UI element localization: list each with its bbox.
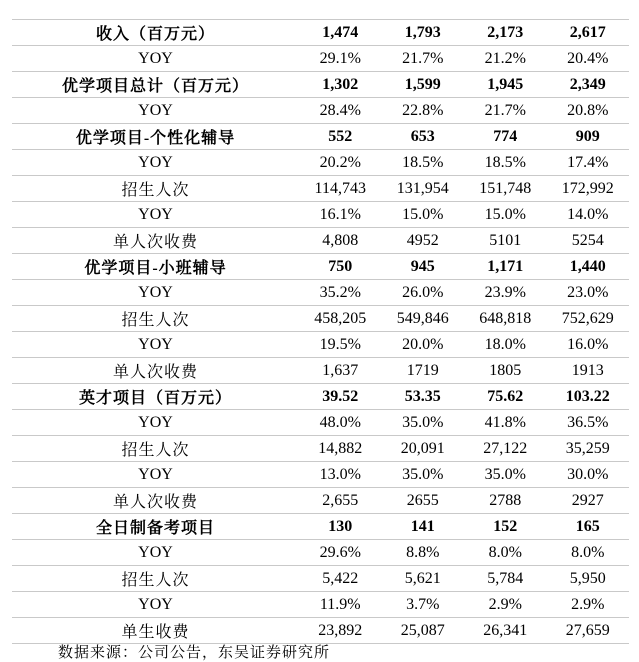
value-cell: 8.0%	[464, 540, 547, 566]
value-cell: 1,302	[299, 72, 382, 98]
value-cell: 1719	[382, 358, 465, 384]
value-cell: 552	[299, 124, 382, 150]
value-cell: 21.7%	[382, 46, 465, 72]
value-cell: 5,784	[464, 566, 547, 592]
value-cell: 14,882	[299, 436, 382, 462]
value-cell: 2,173	[464, 20, 547, 46]
row-label: 招生人次	[12, 306, 299, 332]
value-cell: 75.62	[464, 384, 547, 410]
table-row	[12, 150, 629, 176]
value-cell: 752,629	[547, 306, 630, 332]
value-cell: 8.8%	[382, 540, 465, 566]
value-cell: 20,091	[382, 436, 465, 462]
value-cell: 103.22	[547, 384, 630, 410]
value-cell: 20.8%	[547, 98, 630, 124]
table-row	[12, 488, 629, 514]
value-cell: 1,599	[382, 72, 465, 98]
row-label: 单人次收费	[12, 358, 299, 384]
value-cell: 774	[464, 124, 547, 150]
value-cell: 16.0%	[547, 332, 630, 358]
value-cell: 2.9%	[547, 592, 630, 618]
value-cell: 36.5%	[547, 410, 630, 436]
value-cell: 11.9%	[299, 592, 382, 618]
row-label: YOY	[12, 410, 299, 436]
row-label: 单人次收费	[12, 228, 299, 254]
table-row	[12, 384, 629, 410]
value-cell: 20.0%	[382, 332, 465, 358]
table-row	[12, 540, 629, 566]
value-cell: 35.0%	[464, 462, 547, 488]
value-cell: 2,655	[299, 488, 382, 514]
row-label: YOY	[12, 280, 299, 306]
table-row	[12, 176, 629, 202]
value-cell: 2788	[464, 488, 547, 514]
value-cell: 1,637	[299, 358, 382, 384]
row-label: 英才项目（百万元）	[12, 384, 299, 410]
value-cell: 5101	[464, 228, 547, 254]
value-cell: 39.52	[299, 384, 382, 410]
value-cell: 29.1%	[299, 46, 382, 72]
table-row	[12, 410, 629, 436]
value-cell: 648,818	[464, 306, 547, 332]
table-row	[12, 592, 629, 618]
value-cell: 22.8%	[382, 98, 465, 124]
value-cell: 35.0%	[382, 410, 465, 436]
row-label: YOY	[12, 462, 299, 488]
row-label: 优学项目-个性化辅导	[12, 124, 299, 150]
value-cell: 30.0%	[547, 462, 630, 488]
value-cell: 21.2%	[464, 46, 547, 72]
row-label: YOY	[12, 46, 299, 72]
value-cell: 14.0%	[547, 202, 630, 228]
row-label: 招生人次	[12, 176, 299, 202]
row-label: 全日制备考项目	[12, 514, 299, 540]
forecast-table-container	[12, 19, 629, 644]
row-label: 单生收费	[12, 618, 299, 644]
value-cell: 2927	[547, 488, 630, 514]
table-row	[12, 124, 629, 150]
value-cell: 48.0%	[299, 410, 382, 436]
value-cell: 19.5%	[299, 332, 382, 358]
value-cell: 750	[299, 254, 382, 280]
row-label: 招生人次	[12, 436, 299, 462]
value-cell: 653	[382, 124, 465, 150]
value-cell: 18.5%	[464, 150, 547, 176]
value-cell: 151,748	[464, 176, 547, 202]
value-cell: 1913	[547, 358, 630, 384]
table-row	[12, 332, 629, 358]
value-cell: 172,992	[547, 176, 630, 202]
value-cell: 2655	[382, 488, 465, 514]
value-cell: 15.0%	[464, 202, 547, 228]
value-cell: 41.8%	[464, 410, 547, 436]
value-cell: 131,954	[382, 176, 465, 202]
table-row	[12, 436, 629, 462]
value-cell: 13.0%	[299, 462, 382, 488]
row-label: YOY	[12, 98, 299, 124]
value-cell: 16.1%	[299, 202, 382, 228]
value-cell: 18.5%	[382, 150, 465, 176]
value-cell: 1,793	[382, 20, 465, 46]
value-cell: 2,617	[547, 20, 630, 46]
table-row	[12, 254, 629, 280]
row-label: YOY	[12, 592, 299, 618]
value-cell: 458,205	[299, 306, 382, 332]
table-row	[12, 566, 629, 592]
table-row	[12, 72, 629, 98]
table-row	[12, 98, 629, 124]
table-row	[12, 20, 629, 46]
value-cell: 4952	[382, 228, 465, 254]
value-cell: 26.0%	[382, 280, 465, 306]
value-cell: 1,171	[464, 254, 547, 280]
value-cell: 23,892	[299, 618, 382, 644]
value-cell: 35,259	[547, 436, 630, 462]
value-cell: 27,122	[464, 436, 547, 462]
value-cell: 23.9%	[464, 280, 547, 306]
value-cell: 2.9%	[464, 592, 547, 618]
value-cell: 53.35	[382, 384, 465, 410]
value-cell: 5,950	[547, 566, 630, 592]
value-cell: 945	[382, 254, 465, 280]
source-note: 数据来源：公司公告，东吴证券研究所	[58, 645, 331, 661]
row-label: YOY	[12, 332, 299, 358]
value-cell: 909	[547, 124, 630, 150]
table-body	[12, 20, 629, 644]
table-row	[12, 280, 629, 306]
value-cell: 5,621	[382, 566, 465, 592]
value-cell: 18.0%	[464, 332, 547, 358]
value-cell: 1,440	[547, 254, 630, 280]
value-cell: 25,087	[382, 618, 465, 644]
value-cell: 26,341	[464, 618, 547, 644]
table-row	[12, 462, 629, 488]
row-label: 收入（百万元）	[12, 20, 299, 46]
table-row	[12, 618, 629, 644]
value-cell: 549,846	[382, 306, 465, 332]
table-row	[12, 358, 629, 384]
value-cell: 141	[382, 514, 465, 540]
value-cell: 20.2%	[299, 150, 382, 176]
value-cell: 23.0%	[547, 280, 630, 306]
value-cell: 130	[299, 514, 382, 540]
value-cell: 35.2%	[299, 280, 382, 306]
value-cell: 27,659	[547, 618, 630, 644]
table-row	[12, 306, 629, 332]
value-cell: 5254	[547, 228, 630, 254]
value-cell: 15.0%	[382, 202, 465, 228]
value-cell: 17.4%	[547, 150, 630, 176]
value-cell: 114,743	[299, 176, 382, 202]
table-row	[12, 514, 629, 540]
row-label: 优学项目总计（百万元）	[12, 72, 299, 98]
table-row	[12, 46, 629, 72]
value-cell: 1805	[464, 358, 547, 384]
row-label: 优学项目-小班辅导	[12, 254, 299, 280]
value-cell: 165	[547, 514, 630, 540]
value-cell: 29.6%	[299, 540, 382, 566]
value-cell: 21.7%	[464, 98, 547, 124]
value-cell: 35.0%	[382, 462, 465, 488]
table-row	[12, 202, 629, 228]
value-cell: 28.4%	[299, 98, 382, 124]
value-cell: 5,422	[299, 566, 382, 592]
value-cell: 4,808	[299, 228, 382, 254]
value-cell: 3.7%	[382, 592, 465, 618]
value-cell: 2,349	[547, 72, 630, 98]
forecast-table	[12, 19, 629, 644]
value-cell: 8.0%	[547, 540, 630, 566]
value-cell: 1,945	[464, 72, 547, 98]
row-label: YOY	[12, 540, 299, 566]
row-label: YOY	[12, 150, 299, 176]
row-label: YOY	[12, 202, 299, 228]
row-label: 单人次收费	[12, 488, 299, 514]
value-cell: 20.4%	[547, 46, 630, 72]
value-cell: 1,474	[299, 20, 382, 46]
row-label: 招生人次	[12, 566, 299, 592]
table-row	[12, 228, 629, 254]
value-cell: 152	[464, 514, 547, 540]
